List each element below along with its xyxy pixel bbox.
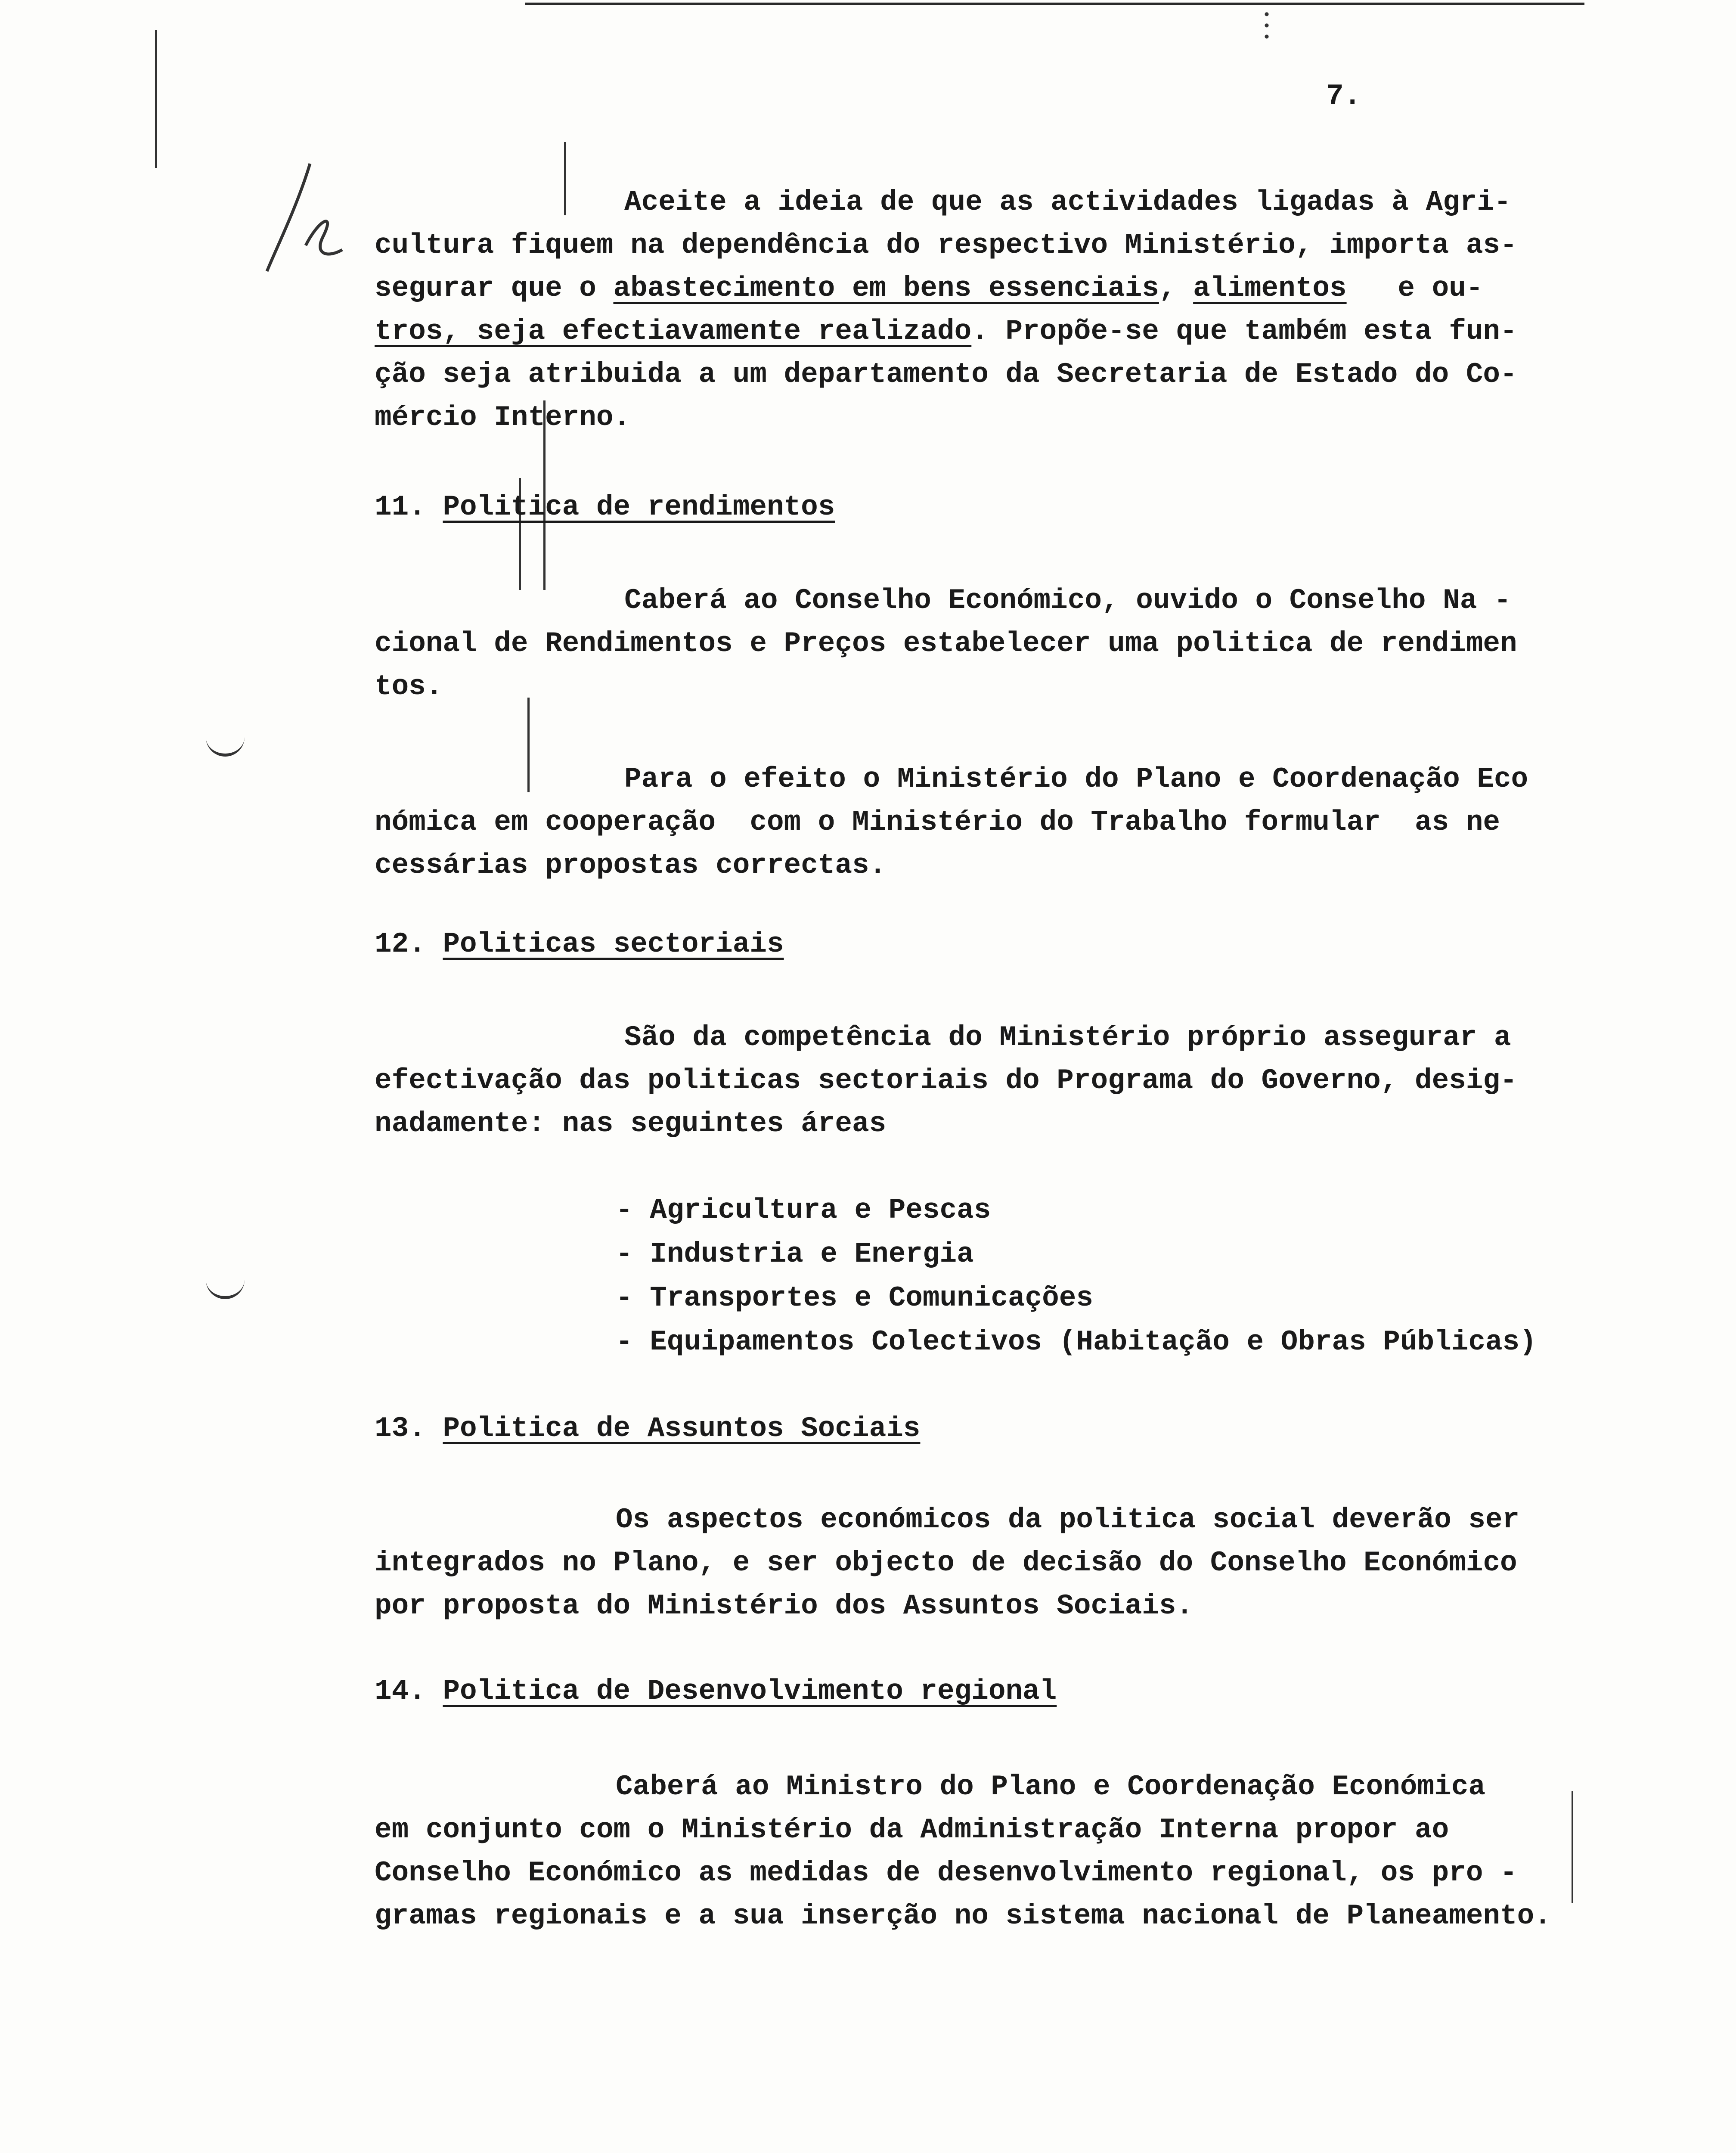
underlined-phrase: tros, seja efectiavamente realizado bbox=[375, 315, 972, 347]
underlined-phrase: abastecimento em bens essenciais bbox=[613, 272, 1159, 304]
text-line: nadamente: nas seguintes áreas bbox=[375, 1108, 887, 1140]
text-line: Para o efeito o Ministério do Plano e Coordenação Eco bbox=[624, 763, 1528, 795]
section-14-paragraph bbox=[375, 1765, 1551, 1938]
section-14-heading bbox=[375, 1675, 1057, 1707]
text-line: Aceite a ideia de que as actividades ligadas à Agri- bbox=[624, 186, 1511, 218]
text-line: cional de Rendimentos e Preços estabelecer uma politica de rendimen bbox=[375, 627, 1517, 660]
margin-arc-mark bbox=[206, 1275, 245, 1299]
text-line: Caberá ao Ministro do Plano e Coordenação Económica bbox=[616, 1771, 1485, 1803]
text-line: ção seja atribuida a um departamento da Secretaria de Estado do Co- bbox=[375, 358, 1517, 391]
list-item: - Agricultura e Pescas bbox=[616, 1194, 991, 1226]
list-item: - Industria e Energia bbox=[616, 1238, 974, 1270]
sector-list bbox=[616, 1188, 1537, 1364]
text-line: efectivação das politicas sectoriais do Programa do Governo, desig- bbox=[375, 1064, 1517, 1097]
section-11-paragraph-2 bbox=[375, 758, 1528, 887]
text-line: segurar que o bbox=[375, 272, 614, 304]
list-item: - Transportes e Comunicações bbox=[616, 1282, 1093, 1314]
text-line: cessárias propostas correctas. bbox=[375, 849, 887, 881]
section-12-heading bbox=[375, 928, 784, 960]
text-line: São da competência do Ministério próprio assegurar a bbox=[624, 1021, 1511, 1054]
paragraph-intro bbox=[375, 181, 1517, 439]
section-number: 13. bbox=[375, 1412, 426, 1445]
list-item: - Equipamentos Colectivos (Habitação e Obras Públicas) bbox=[616, 1326, 1537, 1358]
section-number: 14. bbox=[375, 1675, 426, 1707]
section-title: Politica de Desenvolvimento regional bbox=[443, 1675, 1057, 1707]
text-line: Os aspectos económicos da politica social deverão ser bbox=[616, 1504, 1520, 1536]
text-line: cultura fiquem na dependência do respectivo Ministério, importa as- bbox=[375, 229, 1517, 261]
section-13-heading bbox=[375, 1412, 920, 1445]
section-13-paragraph bbox=[375, 1498, 1519, 1628]
section-11-paragraph-1 bbox=[375, 579, 1517, 708]
text-line: integrados no Plano, e ser objecto de decisão do Conselho Económico bbox=[375, 1547, 1517, 1579]
handwritten-initial-mark bbox=[258, 155, 344, 284]
margin-arc-mark bbox=[206, 732, 245, 757]
text-line: , bbox=[1159, 272, 1194, 304]
text-line: e ou- bbox=[1346, 272, 1483, 304]
section-number: 11. bbox=[375, 491, 426, 523]
section-title: Politica de Assuntos Sociais bbox=[443, 1412, 921, 1445]
margin-line bbox=[155, 30, 157, 168]
section-title: Politica de rendimentos bbox=[443, 491, 835, 523]
text-line: . Propõe-se que também esta fun- bbox=[971, 315, 1517, 347]
margin-line bbox=[1572, 1791, 1573, 1903]
text-line: nómica em cooperação com o Ministério do Trabalho formular as ne bbox=[375, 806, 1500, 838]
section-number: 12. bbox=[375, 928, 426, 960]
text-line: tos. bbox=[375, 670, 443, 703]
text-line: por proposta do Ministério dos Assuntos Sociais. bbox=[375, 1590, 1194, 1622]
text-line: em conjunto com o Ministério da Administração Interna propor ao bbox=[375, 1814, 1449, 1846]
section-11-heading bbox=[375, 491, 835, 523]
text-line: mércio Interno. bbox=[375, 401, 631, 434]
page-number: 7. bbox=[1326, 80, 1361, 113]
top-rule bbox=[525, 3, 1584, 5]
underlined-phrase: alimentos bbox=[1193, 272, 1347, 304]
punch-dots bbox=[1264, 9, 1270, 43]
text-line: Caberá ao Conselho Económico, ouvido o Conselho Na - bbox=[624, 584, 1511, 617]
section-12-paragraph bbox=[375, 1016, 1517, 1145]
text-line: Conselho Económico as medidas de desenvolvimento regional, os pro - bbox=[375, 1857, 1517, 1889]
section-title: Politicas sectoriais bbox=[443, 928, 784, 960]
text-line: gramas regionais e a sua inserção no sistema nacional de Planeamento. bbox=[375, 1900, 1551, 1932]
